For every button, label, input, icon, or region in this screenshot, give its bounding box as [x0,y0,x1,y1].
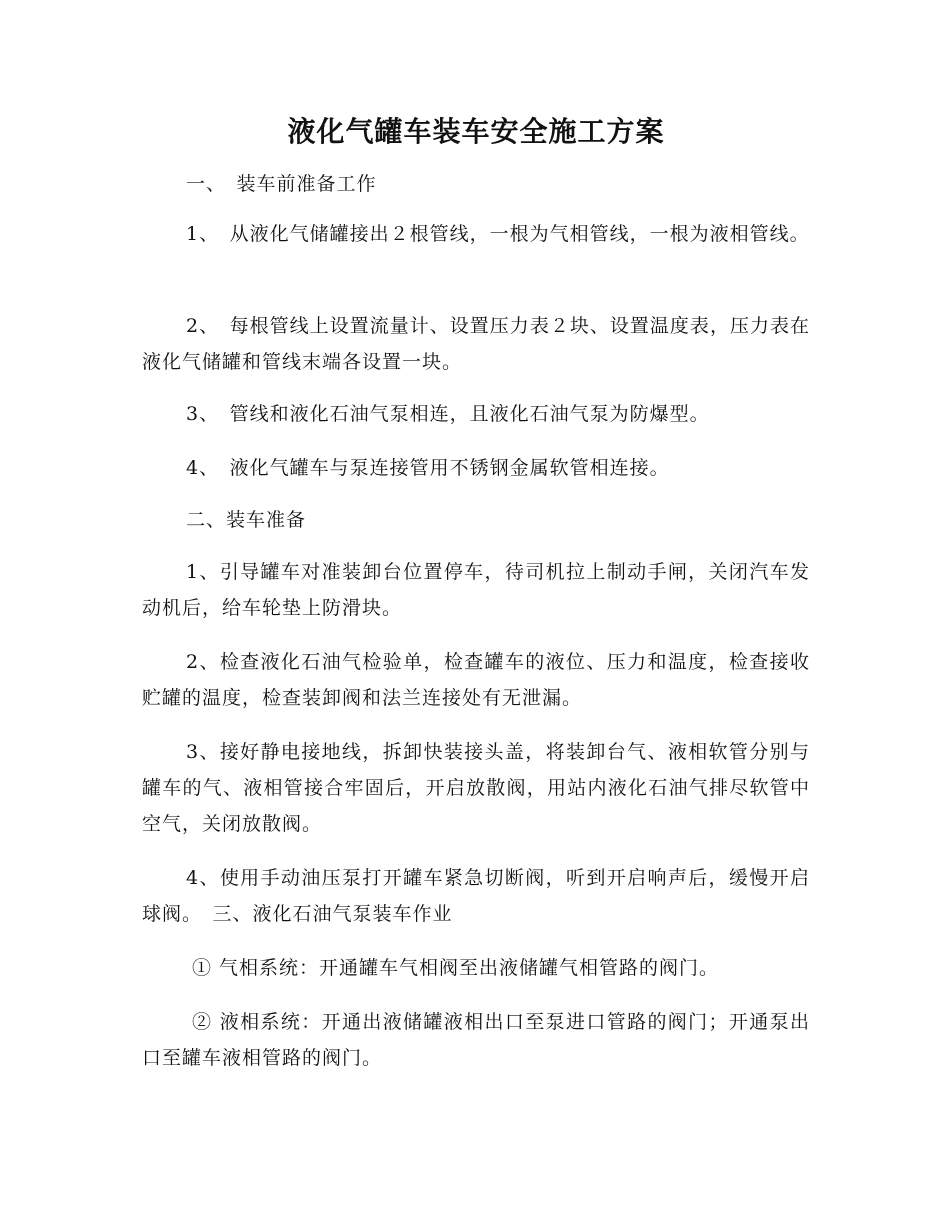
paragraph-2-3: 3、接好静电接地线，拆卸快装接头盖，将装卸台气、液相软管分别与罐车的气、液相管接合牢固后，开启放散阀，用站内液化石油气排尽软管中空气，关闭放散阀。 [142,741,810,835]
paragraph-2-4: 4、使用手动油压泵打开罐车紧急切断阀，听到开启响声后，缓慢开启球阀。 三、液化石油气泵装车作业 [142,867,810,925]
paragraph-2-1: 1、引导罐车对准装卸台位置停车，待司机拉上制动手闸，关闭汽车发动机后，给车轮垫上防滑块。 [142,561,810,619]
document-title: 液化气罐车装车安全施工方案 [287,115,665,148]
paragraph-1-2: 2、 每根管线上设置流量计、设置压力表２块、设置温度表，压力表在液化气储罐和管线末端各设置一块。 [142,315,810,373]
paragraph-2-2: 2、检查液化石油气检验单，检查罐车的液位、压力和温度，检查接收贮罐的温度，检查装卸阀和法兰连接处有无泄漏。 [142,651,810,709]
paragraph-3-2: ② 液相系统：开通出液储罐液相出口至泵进口管路的阀门；开通泵出口至罐车液相管路的阀门。 [142,1011,810,1069]
paragraph-1-3: 3、 管线和液化石油气泵相连，且液化石油气泵为防爆型。 [186,403,710,425]
paragraph-1-1: 1、 从液化气储罐接出２根管线，一根为气相管线，一根为液相管线。 [186,223,810,245]
paragraph-1-4: 4、 液化气罐车与泵连接管用不锈钢金属软管相连接。 [186,457,670,479]
paragraph-3-1: ① 气相系统：开通罐车气相阀至出液储罐气相管路的阀门。 [192,957,720,979]
section-heading-2: 二、装车准备 [186,509,307,531]
section-heading-1: 一、 装车前准备工作 [186,173,377,195]
